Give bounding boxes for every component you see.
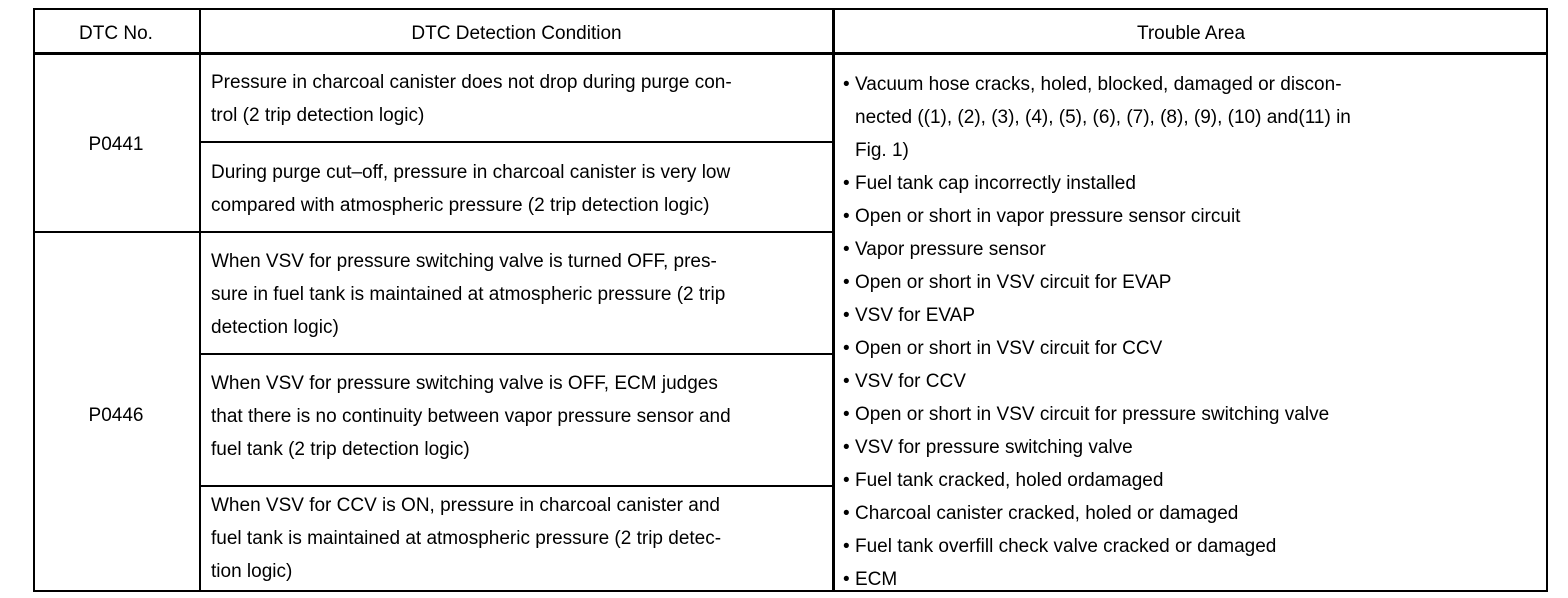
trouble-area-item: • Vapor pressure sensor (843, 233, 1443, 266)
trouble-area-item: • Fuel tank cap incorrectly installed (843, 167, 1443, 200)
row-divider (199, 353, 834, 355)
trouble-area-list (843, 68, 1443, 596)
trouble-area-item: • Open or short in VSV circuit for CCV (843, 332, 1443, 365)
condition-text: During purge cut–off, pressure in charcoal canister is very low compared with atmospheric pressure (2 trip detection logic) (211, 162, 731, 216)
row-divider (199, 141, 834, 143)
table-border-right (1546, 8, 1548, 592)
dtc-code: P0441 (88, 134, 144, 155)
trouble-area-item: • ECM (843, 563, 1443, 596)
condition-text: When VSV for CCV is ON, pressure in charcoal canister and fuel tank is maintained at atmospheric pressure (2 trip detec- tion logic) (211, 495, 722, 582)
header-divider (33, 52, 1548, 55)
trouble-area-item: • Open or short in vapor pressure sensor circuit (843, 200, 1443, 233)
group-divider (33, 231, 834, 233)
condition-text: When VSV for pressure switching valve is OFF, ECM judges that there is no continuity between vapor pressure sensor and fuel tank (2 trip detection logic) (211, 373, 731, 460)
dtc-table (33, 8, 1548, 592)
trouble-area-item: • Vacuum hose cracks, holed, blocked, damaged or discon- nected ((1), (2), (3), (4), (5), (6), (7), (8), (9), (10) and(11) in Fig. 1) (843, 68, 1443, 167)
trouble-area-item: • VSV for pressure switching valve (843, 431, 1443, 464)
condition-text: When VSV for pressure switching valve is turned OFF, pres- sure in fuel tank is maintained at atmospheric pressure (2 trip detection logic) (211, 251, 726, 338)
header-trouble-area: Trouble Area (1136, 23, 1246, 44)
trouble-area-item: • Open or short in VSV circuit for EVAP (843, 266, 1443, 299)
trouble-area-item: • Fuel tank overfill check valve cracked or damaged (843, 530, 1443, 563)
header-detection-condition: DTC Detection Condition (411, 23, 622, 44)
header-dtc-no: DTC No. (79, 23, 153, 44)
trouble-area-item: • Open or short in VSV circuit for pressure switching valve (843, 398, 1443, 431)
trouble-area-item: • Charcoal canister cracked, holed or damaged (843, 497, 1443, 530)
dtc-code: P0446 (88, 405, 144, 426)
trouble-area-item: • VSV for EVAP (843, 299, 1443, 332)
table-border-top (33, 8, 1548, 10)
row-divider (199, 485, 834, 487)
trouble-area-item: • Fuel tank cracked, holed ordamaged (843, 464, 1443, 497)
trouble-area-item: • VSV for CCV (843, 365, 1443, 398)
condition-text: Pressure in charcoal canister does not drop during purge con- trol (2 trip detection logic) (211, 72, 732, 126)
